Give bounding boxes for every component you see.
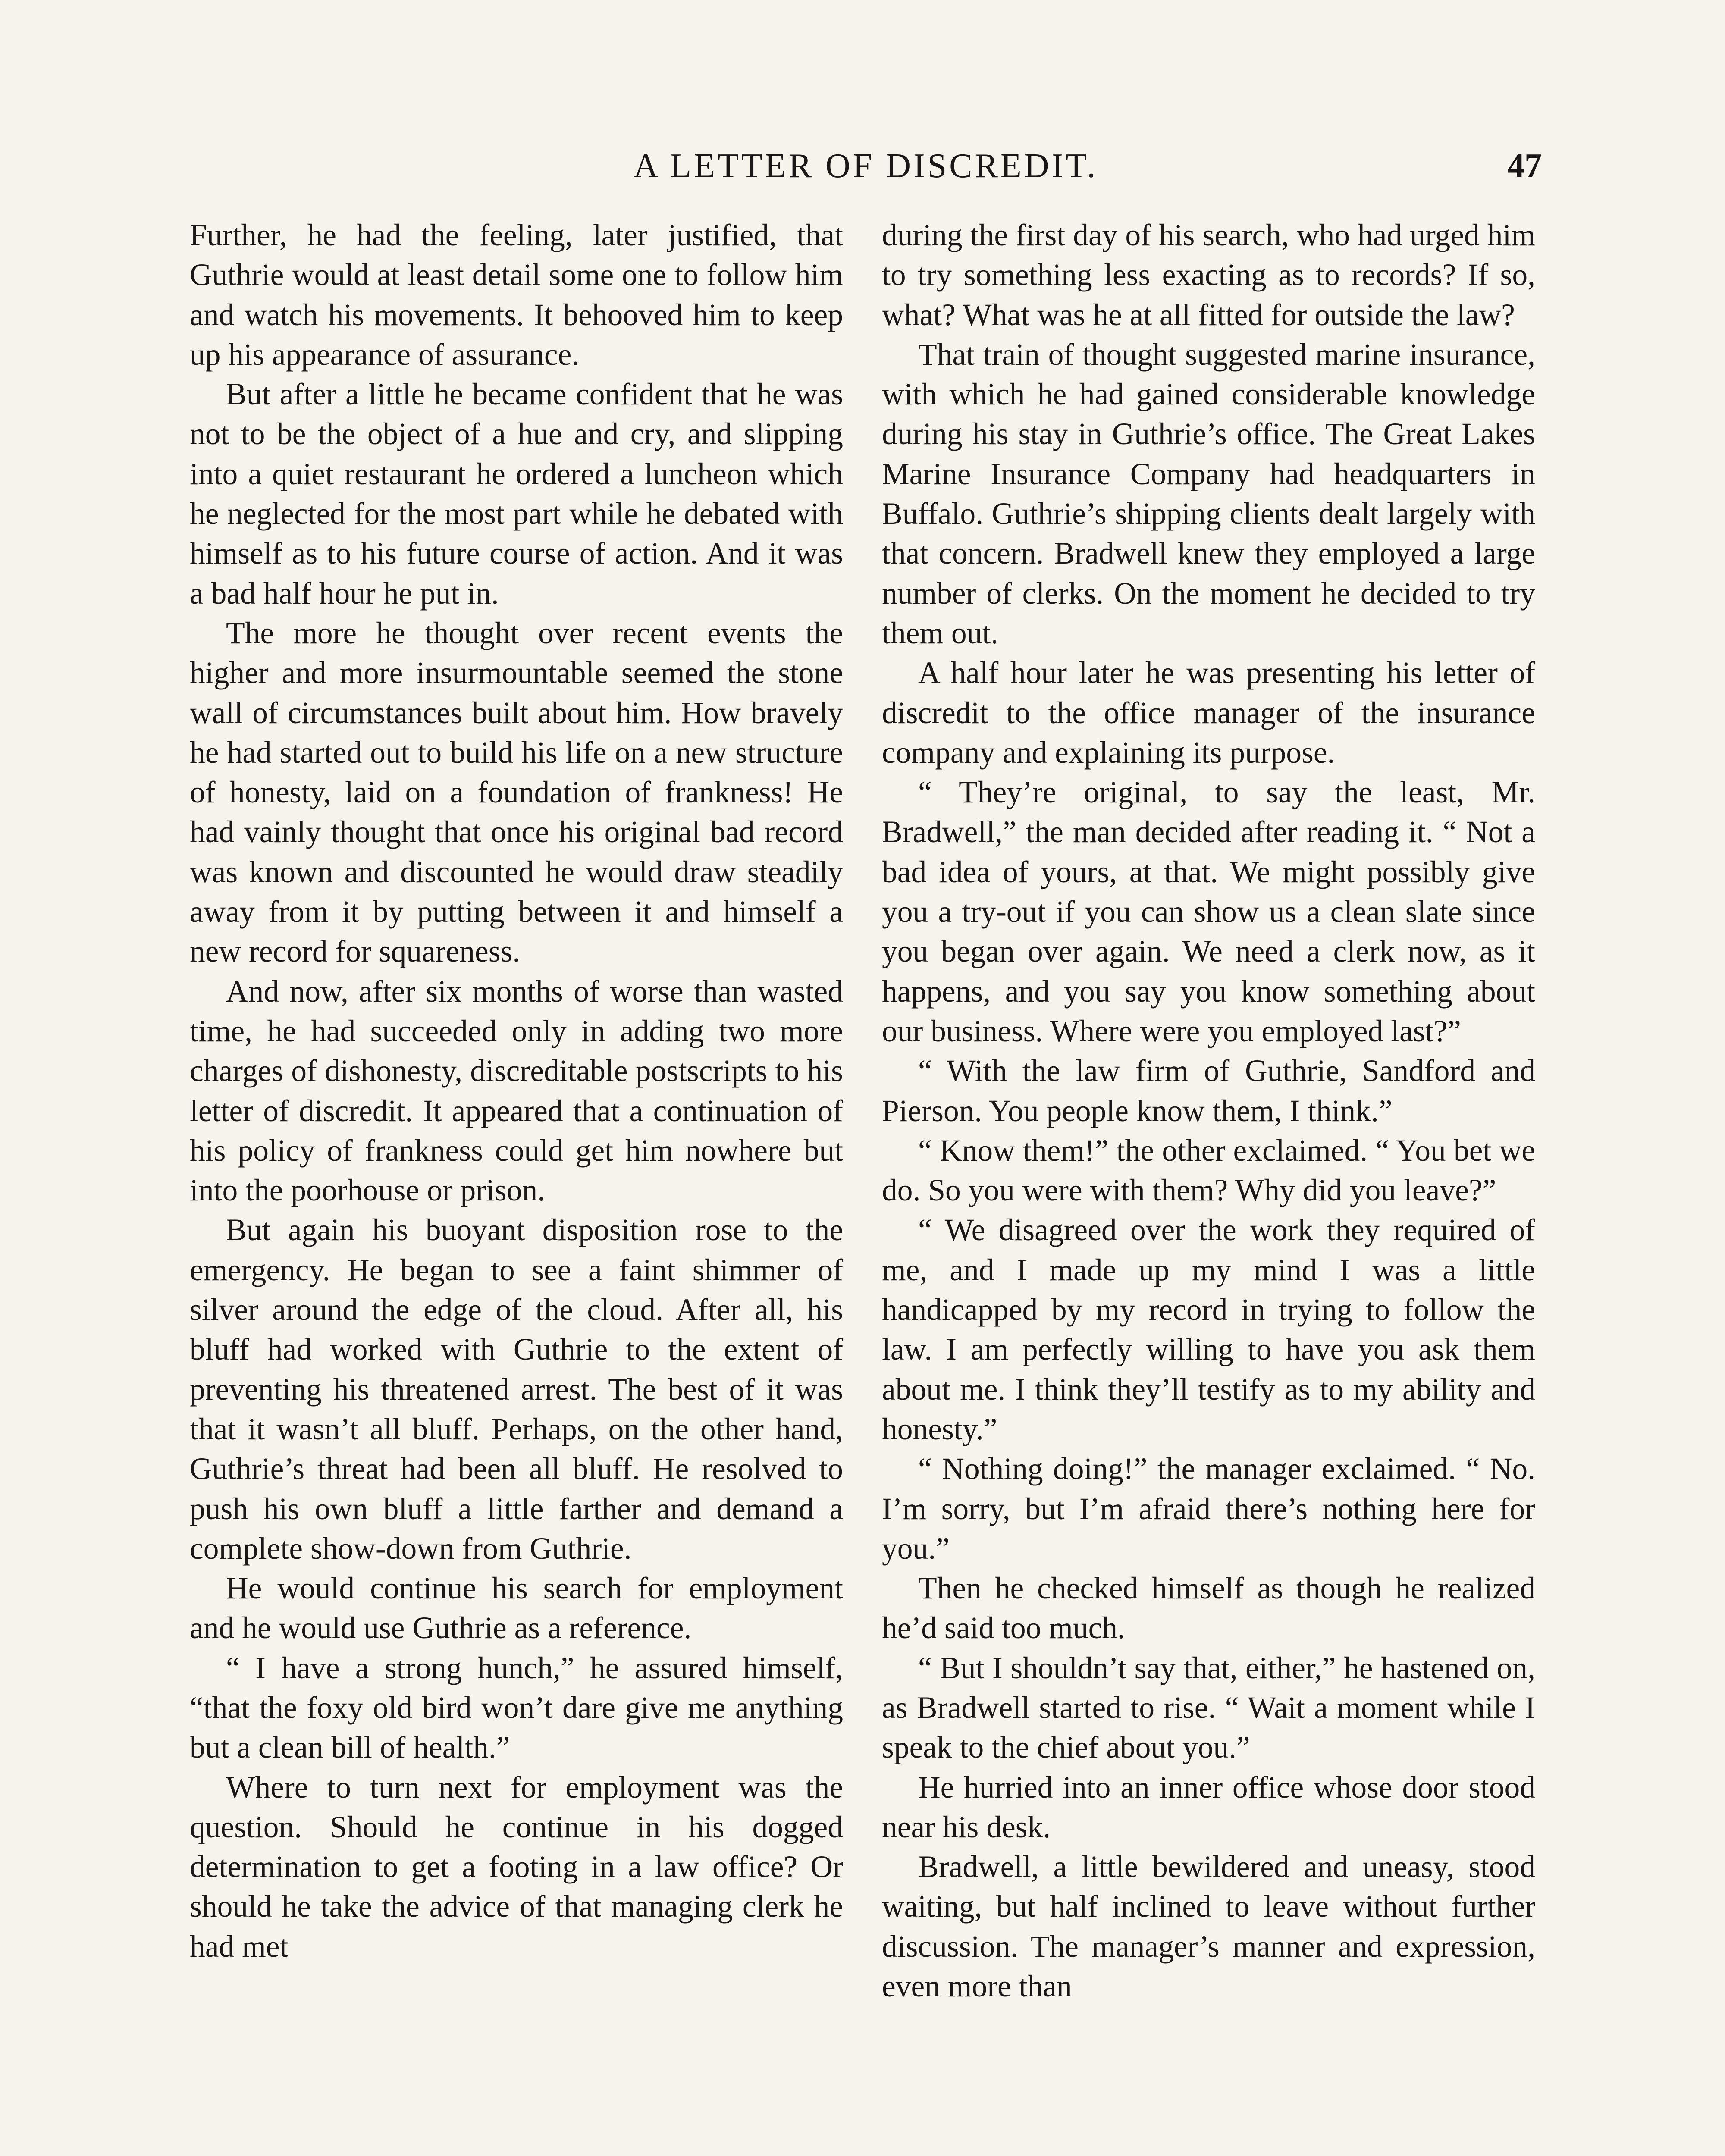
paragraph: That train of thought suggested marine insurance, with which he had gained considerable knowledge during his stay in Guthrie’s office. The Great Lakes Marine Insurance Company had headquarters in Buffalo. Guthrie’s shipping clients dealt largely with that concern. Bradwell knew they employed a large number of clerks. On the moment he decided to try them out. — [882, 337, 1535, 650]
paragraph: Where to turn next for employment was the question. Should he continue in his dogged determination to get a footing in a law office? Or should he take the advice of that managing clerk he had met — [190, 1770, 843, 1964]
paragraph: Then he checked himself as though he realized he’d said too much. — [882, 1571, 1535, 1645]
right-column — [882, 216, 1535, 2156]
paragraph: Bradwell, a little bewildered and uneasy, stood waiting, but half inclined to leave without further discussion. The manager’s manner and expression, even more than — [882, 1850, 1535, 2004]
left-column — [190, 216, 843, 2156]
paragraph: “ With the law firm of Guthrie, Sandford and Pierson. You people know them, I think.” — [882, 1054, 1535, 1128]
paragraph: “ I have a strong hunch,” he assured himself, “that the foxy old bird won’t dare give me anything but a clean bill of health.” — [190, 1651, 843, 1765]
paragraph: He hurried into an inner office whose door stood near his desk. — [882, 1770, 1535, 1844]
paragraph: A half hour later he was presenting his letter of discredit to the office manager of the insurance company and explaining its purpose. — [882, 656, 1535, 770]
paragraph: But after a little he became confident that he was not to be the object of a hue and cry, and slipping into a quiet restaurant he ordered a luncheon which he neglected for the most part while he debated with himself as to his future course of action. And it was a bad half hour he put in. — [190, 377, 843, 611]
paragraph: But again his buoyant disposition rose to the emergency. He began to see a faint shimmer of silver around the edge of the cloud. After all, his bluff had worked with Guthrie to the extent of preventing his threatened arrest. The best of it was that it wasn’t all bluff. Perhaps, on the other hand, Guthrie’s threat had been all bluff. He resolved to push his own bluff a little farther and demand a complete show-down from Guthrie. — [190, 1213, 843, 1566]
page-number: 47 — [1507, 147, 1542, 185]
paragraph: “ We disagreed over the work they required of me, and I made up my mind I was a little handicapped by my record in trying to follow the law. I am perfectly willing to have you ask them about me. I think they’ll testify as to my ability and honesty.” — [882, 1213, 1535, 1446]
paragraph: during the first day of his search, who had urged him to try something less exacting as to records? If so, what? What was he at all fitted for outside the law? — [882, 218, 1535, 332]
paragraph: He would continue his search for employment and he would use Guthrie as a reference. — [190, 1571, 843, 1645]
paragraph: “ They’re original, to say the least, Mr. Bradwell,” the man decided after reading it. “ Not a bad idea of yours, at that. We might possibly give you a try-out if you can show us a clean slate since you began over again. We need a clerk now, as it happens, and you say you know something about our business. Where were you employed last?” — [882, 775, 1535, 1048]
paragraph: And now, after six months of worse than wasted time, he had succeeded only in adding two more charges of dishonesty, discreditable postscripts to his letter of discredit. It appeared that a continuation of his policy of frankness could get him nowhere but into the poorhouse or prison. — [190, 974, 843, 1208]
paragraph: “ Know them!” the other exclaimed. “ You bet we do. So you were with them? Why did you leave?” — [882, 1133, 1535, 1208]
page-header — [190, 142, 1542, 190]
paragraph: “ Nothing doing!” the manager exclaimed. “ No. I’m sorry, but I’m afraid there’s nothing here for you.” — [882, 1452, 1535, 1566]
paragraph: Further, he had the feeling, later justified, that Guthrie would at least detail some one to follow him and watch his movements. It behooved him to keep up his appearance of assurance. — [190, 218, 843, 372]
paragraph: “ But I shouldn’t say that, either,” he hastened on, as Bradwell started to rise. “ Wait a moment while I speak to the chief about you.” — [882, 1651, 1535, 1765]
paragraph: The more he thought over recent events the higher and more insurmountable seemed the stone wall of circumstances built about him. How bravely he had started out to build his life on a new structure of honesty, laid on a foundation of frankness! He had vainly thought that once his original bad record was known and discounted he would draw steadily away from it by putting between it and himself a new record for squareness. — [190, 616, 843, 969]
running-head: A LETTER OF DISCREDIT. — [633, 147, 1098, 185]
